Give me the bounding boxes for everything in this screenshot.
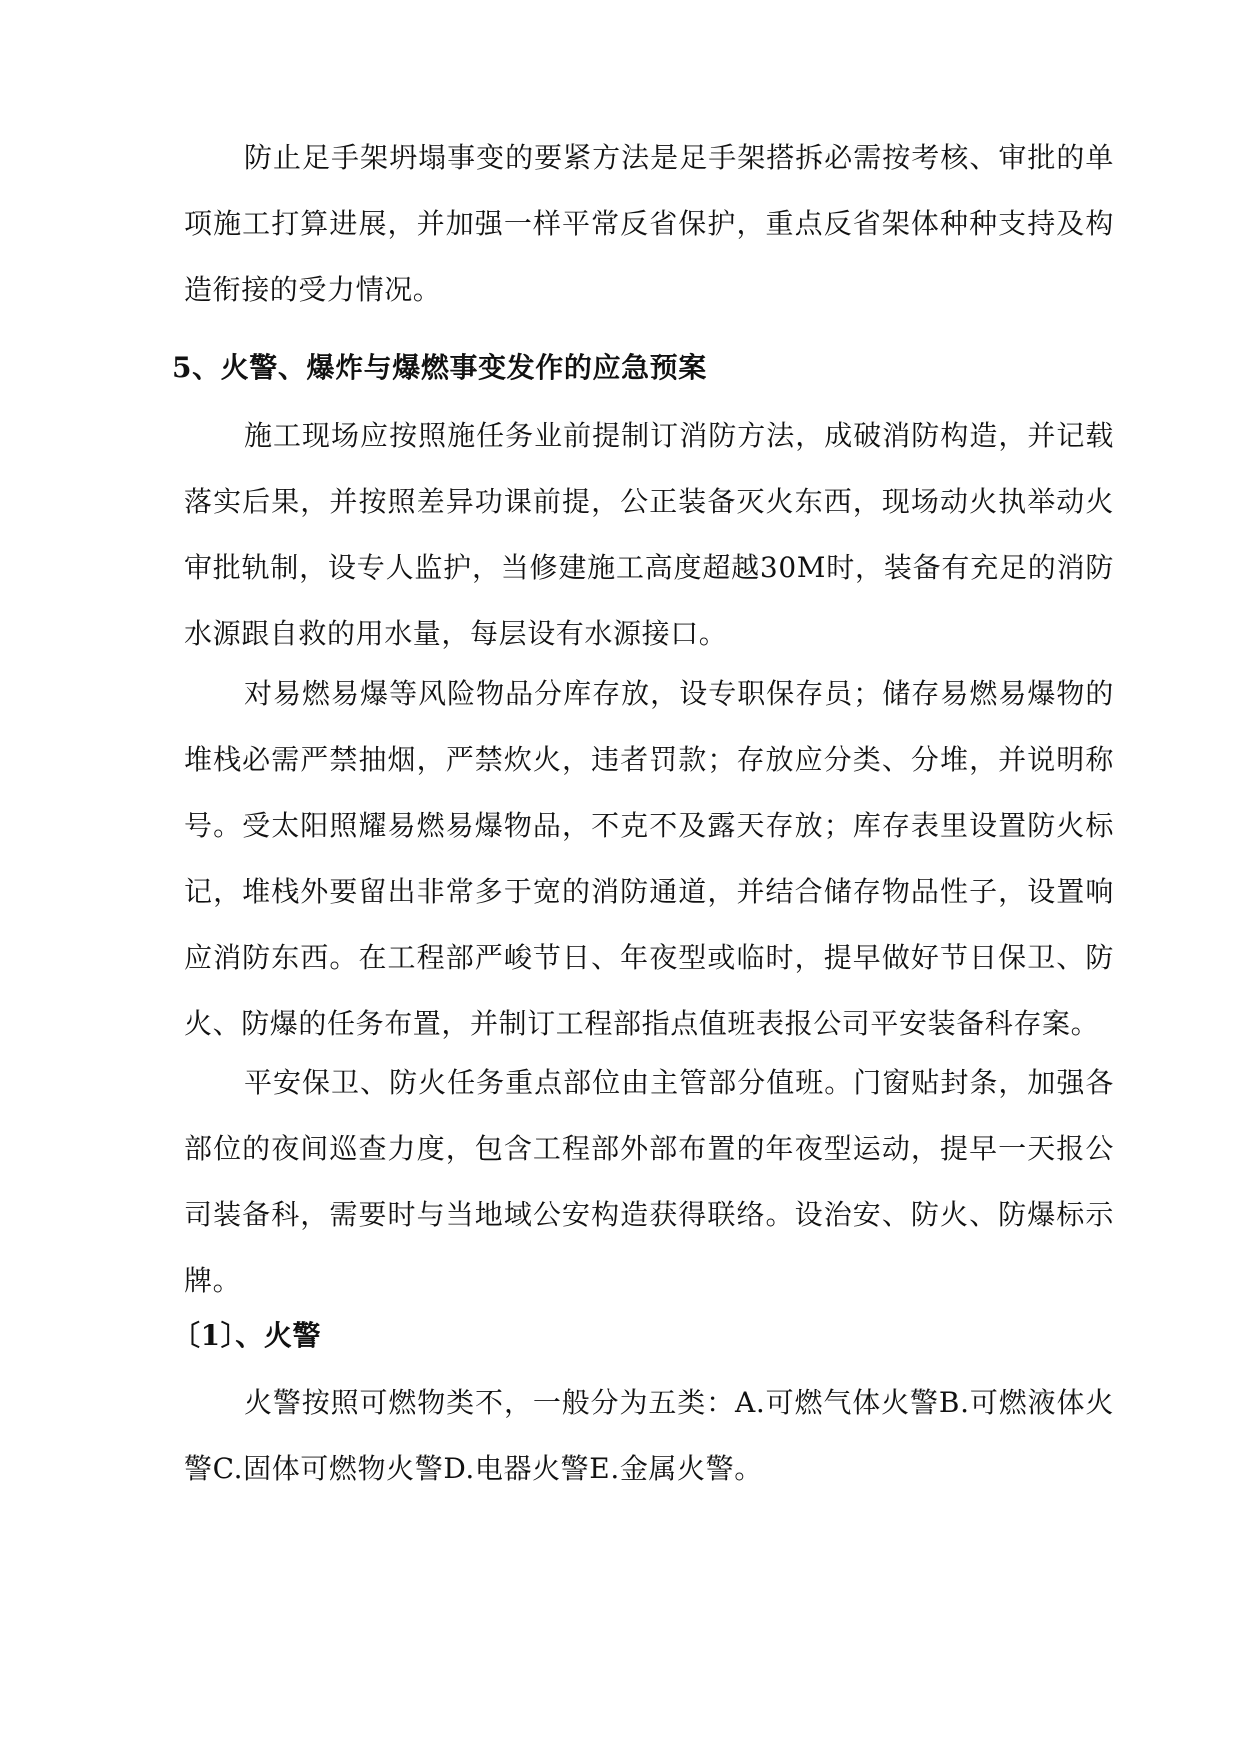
paragraph-scaffold-prevention: 防止足手架坍塌事变的要紧方法是足手架搭拆必需按考核、审批的单项施工打算进展，并加强一样平常反省保护，重点反省架体种种支持及构造衔接的受力情况。 [184,141,1114,306]
paragraph-hazardous-storage: 对易燃易爆等风险物品分库存放，设专职保存员；储存易燃易爆物的堆栈必需严禁抽烟，严禁炊火，违者罚款；存放应分类、分堆，并说明称号。受太阳照耀易燃易爆物品，不克不及露天存放；库存表里设置防火标记，堆栈外要留出非常多于宽的消防通道，并结合储存物品性子，设置响应消防东西。在工程部严峻节日、年夜型或临时，提早做好节日保卫、防火、防爆的任务布置，并制订工程部指点值班表报公司平安装备科存案。 [184,677,1114,1040]
section-heading-fire-emergency: 5、火警、爆炸与爆燃事变发作的应急预案 [172,351,707,384]
paragraph-fire-classes: 火警按照可燃物类不，一般分为五类：A.可燃气体火警B.可燃液体火警C.固体可燃物火警D.电器火警E.金属火警。 [184,1386,1114,1485]
paragraph-security-duty: 平安保卫、防火任务重点部位由主管部分值班。门窗贴封条，加强各部位的夜间巡查力度，包含工程部外部布置的年夜型运动，提早一天报公司装备科，需要时与当地域公安构造获得联络。设治安、防火、防爆标示牌。 [184,1066,1114,1297]
paragraph-fire-measures: 施工现场应按照施任务业前提制订消防方法，成破消防构造，并记载落实后果，并按照差异功课前提，公正装备灭火东西，现场动火执举动火审批轨制，设专人监护，当修建施工高度超越30M时，装备有充足的消防水源跟自救的用水量，每层设有水源接口。 [184,419,1114,650]
subsection-heading-fire-alarm: 〔1〕、火警 [172,1319,322,1352]
